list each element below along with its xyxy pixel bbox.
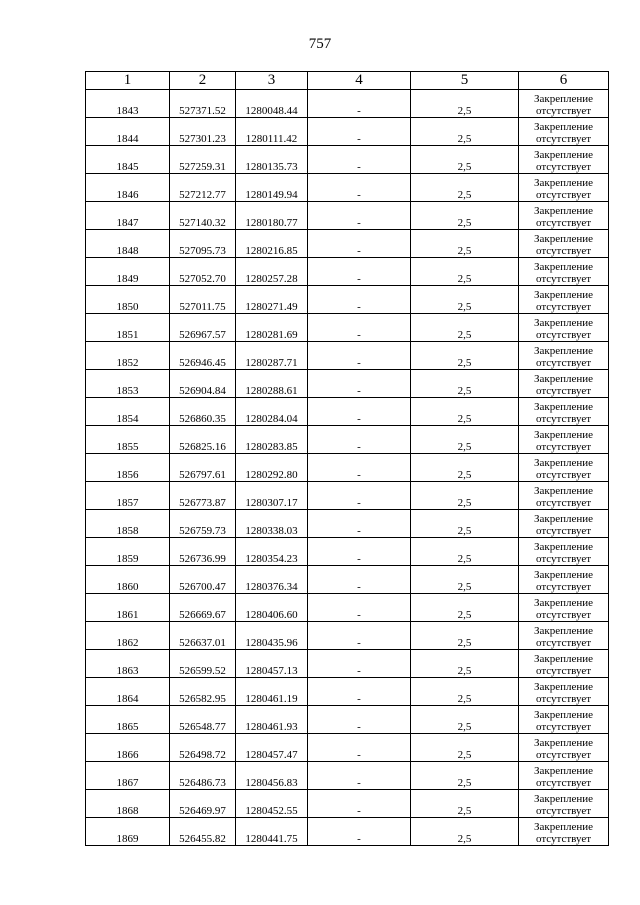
fixing-note-cell: Закрепление отсутствует — [519, 650, 609, 678]
column-5-cell: 2,5 — [411, 342, 519, 370]
column-5-cell: 2,5 — [411, 594, 519, 622]
column-4-cell: - — [308, 370, 411, 398]
column-4-cell: - — [308, 314, 411, 342]
fixing-note-cell: Закрепление отсутствует — [519, 594, 609, 622]
x-coordinate-cell: 526669.67 — [170, 594, 236, 622]
point-number-cell: 1854 — [86, 398, 170, 426]
fixing-note-cell: Закрепление отсутствует — [519, 314, 609, 342]
column-5-cell: 2,5 — [411, 622, 519, 650]
fixing-note-cell: Закрепление отсутствует — [519, 118, 609, 146]
column-5-cell: 2,5 — [411, 566, 519, 594]
point-number-cell: 1844 — [86, 118, 170, 146]
table-header-row — [86, 72, 609, 90]
y-coordinate-cell: 1280216.85 — [236, 230, 308, 258]
y-coordinate-cell: 1280111.42 — [236, 118, 308, 146]
x-coordinate-cell: 526860.35 — [170, 398, 236, 426]
x-coordinate-cell: 527212.77 — [170, 174, 236, 202]
table-row — [86, 762, 609, 790]
x-coordinate-cell: 526904.84 — [170, 370, 236, 398]
table-row — [86, 622, 609, 650]
x-coordinate-cell: 526486.73 — [170, 762, 236, 790]
table-row — [86, 118, 609, 146]
column-4-cell: - — [308, 286, 411, 314]
x-coordinate-cell: 526469.97 — [170, 790, 236, 818]
table-row — [86, 510, 609, 538]
table-row — [86, 566, 609, 594]
fixing-note-cell: Закрепление отсутствует — [519, 538, 609, 566]
point-number-cell: 1846 — [86, 174, 170, 202]
x-coordinate-cell: 527011.75 — [170, 286, 236, 314]
column-5-cell: 2,5 — [411, 90, 519, 118]
header-col-2: 2 — [170, 72, 236, 90]
y-coordinate-cell: 1280281.69 — [236, 314, 308, 342]
x-coordinate-cell: 526967.57 — [170, 314, 236, 342]
column-4-cell: - — [308, 538, 411, 566]
header-col-4: 4 — [308, 72, 411, 90]
column-4-cell: - — [308, 818, 411, 846]
point-number-cell: 1865 — [86, 706, 170, 734]
point-number-cell: 1858 — [86, 510, 170, 538]
column-5-cell: 2,5 — [411, 230, 519, 258]
point-number-cell: 1855 — [86, 426, 170, 454]
table-row — [86, 818, 609, 846]
table-row — [86, 90, 609, 118]
column-4-cell: - — [308, 678, 411, 706]
column-4-cell: - — [308, 650, 411, 678]
point-number-cell: 1860 — [86, 566, 170, 594]
point-number-cell: 1863 — [86, 650, 170, 678]
fixing-note-cell: Закрепление отсутствует — [519, 510, 609, 538]
y-coordinate-cell: 1280271.49 — [236, 286, 308, 314]
y-coordinate-cell: 1280461.93 — [236, 706, 308, 734]
fixing-note-cell: Закрепление отсутствует — [519, 566, 609, 594]
y-coordinate-cell: 1280307.17 — [236, 482, 308, 510]
column-4-cell: - — [308, 426, 411, 454]
column-5-cell: 2,5 — [411, 314, 519, 342]
x-coordinate-cell: 527371.52 — [170, 90, 236, 118]
fixing-note-cell: Закрепление отсутствует — [519, 146, 609, 174]
column-5-cell: 2,5 — [411, 398, 519, 426]
table-row — [86, 650, 609, 678]
y-coordinate-cell: 1280457.47 — [236, 734, 308, 762]
fixing-note-cell: Закрепление отсутствует — [519, 734, 609, 762]
y-coordinate-cell: 1280284.04 — [236, 398, 308, 426]
column-5-cell: 2,5 — [411, 706, 519, 734]
column-5-cell: 2,5 — [411, 538, 519, 566]
point-number-cell: 1850 — [86, 286, 170, 314]
table-body — [86, 90, 609, 846]
point-number-cell: 1862 — [86, 622, 170, 650]
column-4-cell: - — [308, 566, 411, 594]
table-row — [86, 230, 609, 258]
header-col-3: 3 — [236, 72, 308, 90]
y-coordinate-cell: 1280149.94 — [236, 174, 308, 202]
table-row — [86, 482, 609, 510]
column-4-cell: - — [308, 90, 411, 118]
column-4-cell: - — [308, 510, 411, 538]
fixing-note-cell: Закрепление отсутствует — [519, 426, 609, 454]
fixing-note-cell: Закрепление отсутствует — [519, 482, 609, 510]
table-row — [86, 314, 609, 342]
column-4-cell: - — [308, 230, 411, 258]
y-coordinate-cell: 1280048.44 — [236, 90, 308, 118]
x-coordinate-cell: 526700.47 — [170, 566, 236, 594]
fixing-note-cell: Закрепление отсутствует — [519, 678, 609, 706]
fixing-note-cell: Закрепление отсутствует — [519, 230, 609, 258]
fixing-note-cell: Закрепление отсутствует — [519, 622, 609, 650]
fixing-note-cell: Закрепление отсутствует — [519, 174, 609, 202]
header-col-6: 6 — [519, 72, 609, 90]
column-4-cell: - — [308, 118, 411, 146]
y-coordinate-cell: 1280354.23 — [236, 538, 308, 566]
column-4-cell: - — [308, 482, 411, 510]
x-coordinate-cell: 526548.77 — [170, 706, 236, 734]
point-number-cell: 1852 — [86, 342, 170, 370]
x-coordinate-cell: 526498.72 — [170, 734, 236, 762]
column-4-cell: - — [308, 706, 411, 734]
x-coordinate-cell: 526797.61 — [170, 454, 236, 482]
column-5-cell: 2,5 — [411, 146, 519, 174]
table-row — [86, 734, 609, 762]
point-number-cell: 1843 — [86, 90, 170, 118]
point-number-cell: 1866 — [86, 734, 170, 762]
point-number-cell: 1861 — [86, 594, 170, 622]
fixing-note-cell: Закрепление отсутствует — [519, 90, 609, 118]
column-5-cell: 2,5 — [411, 734, 519, 762]
x-coordinate-cell: 527301.23 — [170, 118, 236, 146]
column-5-cell: 2,5 — [411, 790, 519, 818]
y-coordinate-cell: 1280338.03 — [236, 510, 308, 538]
point-number-cell: 1849 — [86, 258, 170, 286]
y-coordinate-cell: 1280457.13 — [236, 650, 308, 678]
point-number-cell: 1867 — [86, 762, 170, 790]
column-4-cell: - — [308, 790, 411, 818]
y-coordinate-cell: 1280135.73 — [236, 146, 308, 174]
fixing-note-cell: Закрепление отсутствует — [519, 706, 609, 734]
coordinates-table — [85, 71, 609, 846]
x-coordinate-cell: 526773.87 — [170, 482, 236, 510]
y-coordinate-cell: 1280283.85 — [236, 426, 308, 454]
y-coordinate-cell: 1280452.55 — [236, 790, 308, 818]
x-coordinate-cell: 527140.32 — [170, 202, 236, 230]
x-coordinate-cell: 526455.82 — [170, 818, 236, 846]
y-coordinate-cell: 1280376.34 — [236, 566, 308, 594]
y-coordinate-cell: 1280257.28 — [236, 258, 308, 286]
x-coordinate-cell: 526825.16 — [170, 426, 236, 454]
y-coordinate-cell: 1280461.19 — [236, 678, 308, 706]
point-number-cell: 1864 — [86, 678, 170, 706]
column-4-cell: - — [308, 594, 411, 622]
fixing-note-cell: Закрепление отсутствует — [519, 790, 609, 818]
point-number-cell: 1856 — [86, 454, 170, 482]
column-4-cell: - — [308, 146, 411, 174]
x-coordinate-cell: 526582.95 — [170, 678, 236, 706]
fixing-note-cell: Закрепление отсутствует — [519, 818, 609, 846]
point-number-cell: 1851 — [86, 314, 170, 342]
table-row — [86, 426, 609, 454]
column-4-cell: - — [308, 622, 411, 650]
table-row — [86, 342, 609, 370]
fixing-note-cell: Закрепление отсутствует — [519, 454, 609, 482]
fixing-note-cell: Закрепление отсутствует — [519, 398, 609, 426]
table-row — [86, 202, 609, 230]
fixing-note-cell: Закрепление отсутствует — [519, 762, 609, 790]
column-4-cell: - — [308, 342, 411, 370]
fixing-note-cell: Закрепление отсутствует — [519, 342, 609, 370]
table-row — [86, 706, 609, 734]
page-number: 757 — [308, 36, 332, 52]
column-5-cell: 2,5 — [411, 678, 519, 706]
column-4-cell: - — [308, 202, 411, 230]
point-number-cell: 1859 — [86, 538, 170, 566]
column-5-cell: 2,5 — [411, 510, 519, 538]
table-row — [86, 174, 609, 202]
column-5-cell: 2,5 — [411, 454, 519, 482]
column-4-cell: - — [308, 762, 411, 790]
fixing-note-cell: Закрепление отсутствует — [519, 202, 609, 230]
column-5-cell: 2,5 — [411, 818, 519, 846]
fixing-note-cell: Закрепление отсутствует — [519, 286, 609, 314]
table-row — [86, 678, 609, 706]
table-row — [86, 594, 609, 622]
point-number-cell: 1868 — [86, 790, 170, 818]
x-coordinate-cell: 526637.01 — [170, 622, 236, 650]
column-5-cell: 2,5 — [411, 426, 519, 454]
x-coordinate-cell: 527259.31 — [170, 146, 236, 174]
point-number-cell: 1847 — [86, 202, 170, 230]
fixing-note-cell: Закрепление отсутствует — [519, 258, 609, 286]
point-number-cell: 1845 — [86, 146, 170, 174]
point-number-cell: 1857 — [86, 482, 170, 510]
x-coordinate-cell: 527095.73 — [170, 230, 236, 258]
table-row — [86, 538, 609, 566]
column-5-cell: 2,5 — [411, 482, 519, 510]
table-row — [86, 790, 609, 818]
point-number-cell: 1848 — [86, 230, 170, 258]
table-row — [86, 146, 609, 174]
y-coordinate-cell: 1280287.71 — [236, 342, 308, 370]
y-coordinate-cell: 1280456.83 — [236, 762, 308, 790]
column-4-cell: - — [308, 398, 411, 426]
point-number-cell: 1869 — [86, 818, 170, 846]
column-5-cell: 2,5 — [411, 370, 519, 398]
y-coordinate-cell: 1280435.96 — [236, 622, 308, 650]
y-coordinate-cell: 1280406.60 — [236, 594, 308, 622]
column-4-cell: - — [308, 454, 411, 482]
fixing-note-cell: Закрепление отсутствует — [519, 370, 609, 398]
table-row — [86, 454, 609, 482]
x-coordinate-cell: 526736.99 — [170, 538, 236, 566]
column-4-cell: - — [308, 174, 411, 202]
x-coordinate-cell: 526759.73 — [170, 510, 236, 538]
column-5-cell: 2,5 — [411, 118, 519, 146]
column-5-cell: 2,5 — [411, 202, 519, 230]
table-row — [86, 398, 609, 426]
column-4-cell: - — [308, 734, 411, 762]
header-col-1: 1 — [86, 72, 170, 90]
column-5-cell: 2,5 — [411, 258, 519, 286]
x-coordinate-cell: 527052.70 — [170, 258, 236, 286]
table-row — [86, 258, 609, 286]
column-4-cell: - — [308, 258, 411, 286]
y-coordinate-cell: 1280180.77 — [236, 202, 308, 230]
y-coordinate-cell: 1280441.75 — [236, 818, 308, 846]
y-coordinate-cell: 1280288.61 — [236, 370, 308, 398]
column-5-cell: 2,5 — [411, 650, 519, 678]
column-5-cell: 2,5 — [411, 174, 519, 202]
column-5-cell: 2,5 — [411, 762, 519, 790]
table-row — [86, 286, 609, 314]
column-5-cell: 2,5 — [411, 286, 519, 314]
header-col-5: 5 — [411, 72, 519, 90]
x-coordinate-cell: 526946.45 — [170, 342, 236, 370]
y-coordinate-cell: 1280292.80 — [236, 454, 308, 482]
point-number-cell: 1853 — [86, 370, 170, 398]
table-row — [86, 370, 609, 398]
x-coordinate-cell: 526599.52 — [170, 650, 236, 678]
